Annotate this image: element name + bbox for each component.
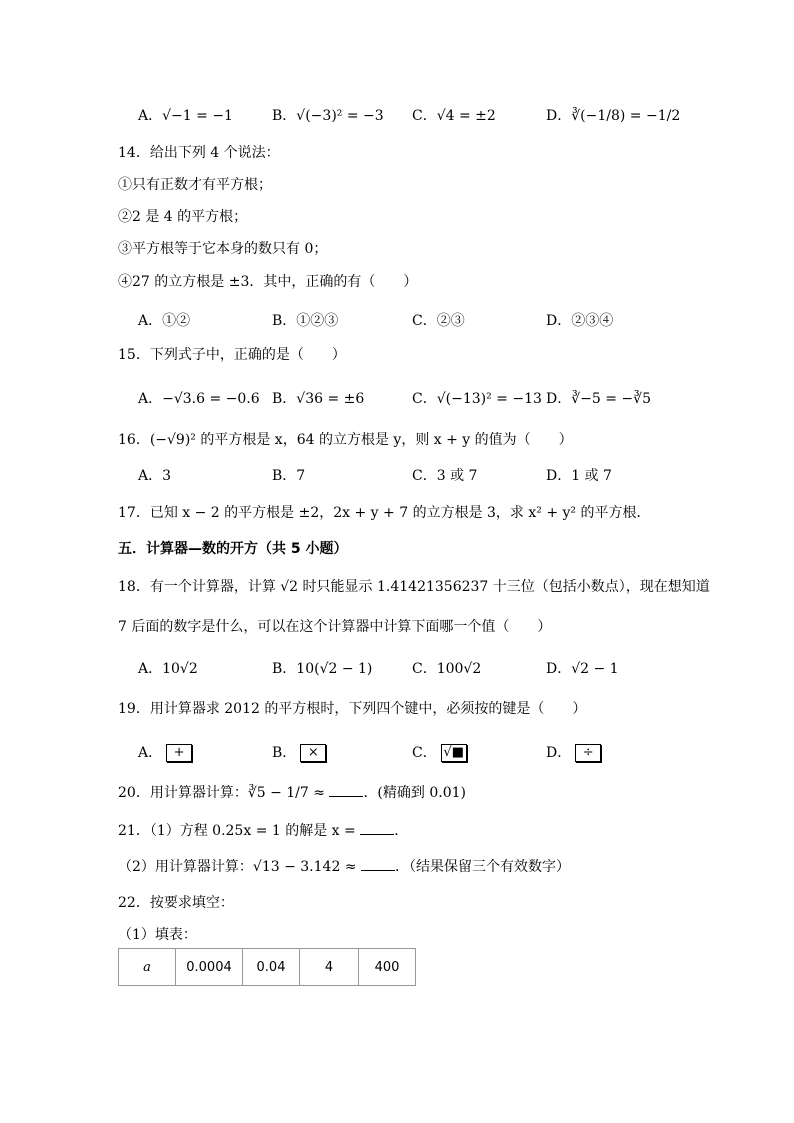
q15-option-a: A．−√3.6 = −0.6 xyxy=(138,391,260,407)
q19-stem: 19．用计算器求 2012 的平方根时，下列四个键中，必须按的键是（ ） xyxy=(118,701,587,717)
q22-fill-table xyxy=(118,948,416,986)
q19-option-d: D． ÷ xyxy=(546,743,601,763)
q13-option-b: B．√(−3)² = −3 xyxy=(272,108,384,124)
table-cell: 0.0004 xyxy=(176,949,243,986)
q18-option-c: C．100√2 xyxy=(412,661,482,677)
q13-option-c: C．√4 = ±2 xyxy=(412,108,496,124)
q14-statement-2: ②2 是 4 的平方根； xyxy=(118,209,248,225)
q14-statement-3: ③平方根等于它本身的数只有 0； xyxy=(118,241,328,257)
q16-stem: 16．(−√9)² 的平方根是 x，64 的立方根是 y，则 x + y 的值为（ ） xyxy=(118,432,573,448)
q14-statement-4: ④27 的立方根是 ±3．其中，正确的有（ ） xyxy=(118,274,418,290)
q16-option-d: D．1 或 7 xyxy=(546,468,612,484)
q18-option-d: D．√2 − 1 xyxy=(546,661,619,677)
divide-key-icon: ÷ xyxy=(575,744,601,762)
q16-option-a: A．3 xyxy=(138,468,172,484)
q21-part-2-blank[interactable] xyxy=(361,856,395,871)
q18-line-1: 18．有一个计算器，计算 √2 时只能显示 1.41421356237 十三位（包括小数点），现在想知道 xyxy=(118,579,710,595)
q13-option-d: D．∛(−1/8) = −1/2 xyxy=(546,108,681,124)
q14-option-c: C．②③ xyxy=(412,313,465,329)
q19-option-b: B． × xyxy=(272,743,326,763)
table-row xyxy=(119,949,416,986)
multiply-key-icon: × xyxy=(300,744,326,762)
section-5-title: 五．计算器—数的开方（共 5 小题） xyxy=(118,541,348,557)
q19-option-a: A． + xyxy=(138,743,192,763)
q22-sub-1: （1）填表： xyxy=(118,927,197,943)
q15-option-b: B．√36 = ±6 xyxy=(272,391,365,407)
q20-stem: 20．用计算器计算：∛5 − 1/7 ≈ ．(精确到 0.01) xyxy=(118,782,466,803)
q14-option-d: D．②③④ xyxy=(546,313,614,329)
table-cell: 0.04 xyxy=(243,949,300,986)
q21-part-1-blank[interactable] xyxy=(360,820,394,835)
q16-option-b: B．7 xyxy=(272,468,306,484)
q18-option-b: B．10(√2 − 1) xyxy=(272,661,373,677)
plus-key-icon: + xyxy=(166,744,192,762)
table-cell: 4 xyxy=(300,949,359,986)
q17-stem: 17．已知 x − 2 的平方根是 ±2，2x + y + 7 的立方根是 3，求 x² + y² 的平方根． xyxy=(118,505,651,521)
q13-option-a: A．√−1 = −1 xyxy=(138,108,233,124)
q14-option-a: A．①② xyxy=(138,313,191,329)
sqrt-key-icon: √■ xyxy=(441,744,467,762)
q19-option-c: C． √■ xyxy=(412,743,467,763)
q22-stem: 22．按要求填空： xyxy=(118,895,234,911)
table-cell: a xyxy=(119,949,176,986)
q14-option-b: B．①②③ xyxy=(272,313,339,329)
q21-part-2: （2）用计算器计算：√13 − 3.142 ≈ ．（结果保留三个有效数字） xyxy=(118,856,570,877)
q15-option-c: C．√(−13)² = −13 xyxy=(412,391,542,407)
q15-stem: 15．下列式子中，正确的是（ ） xyxy=(118,347,346,363)
q14-stem: 14．给出下列 4 个说法： xyxy=(118,145,280,161)
q15-option-d: D．∛−5 = −∛5 xyxy=(546,391,651,407)
q18-option-a: A．10√2 xyxy=(138,661,198,677)
q21-part-1: 21．（1）方程 0.25x = 1 的解是 x = ． xyxy=(118,820,408,841)
q20-answer-blank[interactable] xyxy=(329,782,363,797)
table-cell: 400 xyxy=(359,949,416,986)
q14-statement-1: ①只有正数才有平方根； xyxy=(118,177,272,193)
q18-line-2: 7 后面的数字是什么，可以在这个计算器中计算下面哪一个值（ ） xyxy=(118,619,552,635)
q16-option-c: C．3 或 7 xyxy=(412,468,478,484)
